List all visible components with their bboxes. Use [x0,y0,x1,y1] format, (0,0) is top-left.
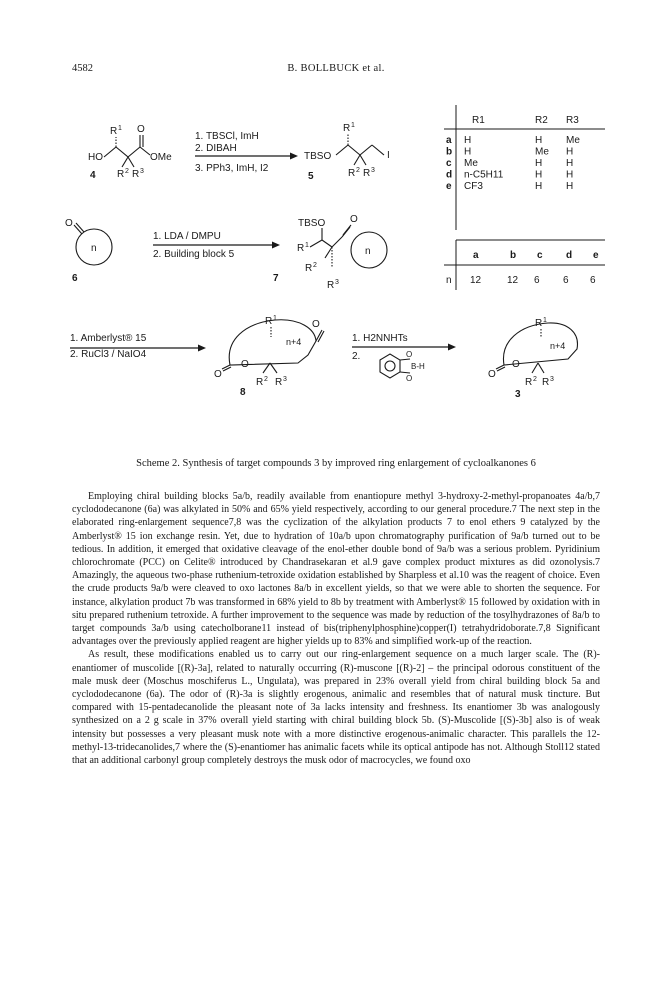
step3-reagent-2: 2. RuCl3 / NaIO4 [70,349,147,360]
svg-text:TBSO: TBSO [304,151,332,162]
svg-text:R: R [542,377,550,388]
svg-text:O: O [137,124,145,135]
svg-text:n: n [91,243,97,254]
table1-row-r2: H [535,158,543,169]
compound-8-structure [222,320,324,373]
running-title: B. BOLLBUCK et al. [287,63,385,74]
table1-header-r2: R2 [535,115,548,126]
scheme-caption: Scheme 2. Synthesis of target compounds 3 by improved ring enlargement of cycloalkanones 6 [136,458,536,469]
svg-text:3: 3 [140,168,144,175]
arrow-step2 [153,242,280,249]
svg-text:R: R [275,377,283,388]
svg-text:B-H: B-H [411,362,425,371]
svg-text:R: R [363,168,371,179]
body-text [72,490,600,767]
step4-reagent-2: 2. [352,351,361,362]
table1-header-r1: R1 [472,115,485,126]
svg-text:n+4: n+4 [550,341,566,351]
table1-row-key: d [446,169,453,181]
table1-row-key: a [446,135,452,146]
table2-header: c [537,250,543,261]
table1-row-key: b [446,146,453,158]
svg-text:R: R [305,263,313,274]
svg-text:O: O [406,374,413,383]
svg-text:1: 1 [273,315,277,322]
svg-text:R: R [265,316,273,327]
svg-text:2: 2 [125,168,129,175]
svg-text:3: 3 [335,279,339,286]
svg-text:O: O [214,369,222,380]
table2-row-label: n [446,275,452,286]
svg-text:I: I [387,150,390,161]
svg-text:R: R [256,377,264,388]
svg-text:R: R [297,243,305,254]
paragraph-2: As result, these modifications enabled us to carry out our ring-enlargement sequence on a much larger scale. The (R)-enantiomer of muscolide [(R)-3a], related to naturally occurring (R)-muscone [(R)-2] – the principal odorous constituent of the male musk deer (Moschus moschiferus L., Ungulata), was prepared in 23% overall yield from chiral building block 5a and cyclododecanone (6a). The odor of (R)-3a is slightly erogenous, animalic and resembles that of natural musk tincture. But compared with 15-pentadecanolide the pleasant note of 3a lacks intensity and freshness. Its enantiomer 3b was analogously synthesized on a 2 g scale in 37% overall yield starting with chiral building block 5b. (S)-Muscolide [(S)-3b] also is of weak intensity but possesses a very pleasant musk note with a more distinctive erogenous-animalic character. This parallels the 12-methyl-13-tridecanolides,7 where the (S)-enantiomer has animalic facets while its optical antipode has not. Although Stoll12 stated that an additional carbonyl group completely destroys the musk odor of macrocycles, we found oxo [72,649,600,767]
compound-label-5: 5 [308,171,314,182]
svg-text:R: R [348,168,356,179]
table2-value: 6 [563,275,569,286]
arrow-step4 [352,344,456,351]
svg-text:R: R [327,280,335,291]
svg-text:n+4: n+4 [286,337,302,347]
table2-header: a [473,250,479,261]
svg-text:2: 2 [313,262,317,269]
svg-text:2: 2 [356,167,360,174]
page-number: 4582 [72,63,93,74]
step2-reagent-2: 2. Building block 5 [153,249,235,260]
step1-reagent-1: 1. TBSCl, ImH [195,131,259,142]
step1-reagent-2: 2. DIBAH [195,143,237,154]
table1-row-key: e [446,181,452,192]
compound-5-structure [336,134,384,165]
svg-text:O: O [512,359,520,370]
svg-text:O: O [241,359,249,370]
table1-row-r2: Me [535,146,549,158]
table2-value: 6 [590,275,596,286]
reaction-scheme [60,105,620,435]
svg-text:3: 3 [550,376,554,383]
table2-header: b [510,250,517,261]
svg-text:TBSO: TBSO [298,218,326,229]
svg-text:R: R [117,169,125,180]
table2-value: 12 [507,275,519,286]
svg-text:R: R [132,169,140,180]
svg-text:1: 1 [351,122,355,129]
svg-text:1: 1 [543,317,547,324]
step3-reagent-1: 1. Amberlyst® 15 [70,333,147,344]
table1-row-r3: H [566,158,574,169]
svg-text:1: 1 [118,125,122,132]
svg-text:HO: HO [88,152,103,163]
table1-row-r1: H [464,135,472,146]
table1-row-r2: H [535,181,543,192]
svg-text:3: 3 [371,167,375,174]
table1-header-r3: R3 [566,115,579,126]
svg-text:R: R [525,377,533,388]
svg-text:O: O [65,218,73,229]
svg-text:OMe: OMe [150,152,172,163]
table1-row-r2: H [535,169,543,181]
table2-value: 12 [470,275,482,286]
step2-reagent-1: 1. LDA / DMPU [153,231,221,242]
step4-reagent-1: 1. H2NNHTs [352,333,408,344]
compound-label-8: 8 [240,387,246,398]
svg-text:R: R [343,123,351,134]
compound-label-7: 7 [273,273,279,284]
paragraph-1: Employing chiral building blocks 5a/b, readily available from enantiopure methyl 3-hydroxy-2-methyl-propanoates 4a/b,7 cyclododecanone (6a) was alkylated in 50% and 65% yield respectively, according to our general procedure.7 The next step in the elaborated ring-enlargement sequence7,8 was the cyclization of the alkylation products 7 to enol ethers 9 catalyzed by the Amberlyst® 15 ion exchange resin. Yet, due to hydration of 10a/b upon chromatography purification of 9a/b turned out to be tedious. In addition, it emerged that oxidative cleavage of the enol-ether double bond of 9a/b was a serious problem. Pyridinium chlorochromate (PCC) on Celite® introduced by Chandrasekaran et al.9 gave complex product mixtures as did ozonolysis.7 Amazingly, the aqueous two-phase ruthenium-tetroxide oxidation established by Sharpless et al.10 was the reagent of choice. Even the crude products 9a/b were cleaved to oxo lactones 8a/b in excellent yields, so that we were able to shorten the sequence. For instance, alkylation product 7b was transformed in 68% yield to 8b by treatment with Amberlyst® 15 followed by oxidation with in situ prepared ruthenium tetroxide. A further improvement to the sequence was made by reduction of the tosylhydrazones of 8a/b to target compounds 3a/b using catecholborane11 instead of bis(triphenylphosphine)copper(I) tetrahydridoborate.7,8 Significant advantages over the previously applied reagent are higher yields up to 83% and simplified work-up of the reaction. [72,491,600,648]
svg-text:O: O [350,214,358,225]
compound-label-6: 6 [72,273,78,284]
svg-text:O: O [488,369,496,380]
compound-label-3: 3 [515,389,521,400]
table2-value: 6 [534,275,540,286]
table1-row-key: c [446,158,452,169]
ring-size-table [444,240,605,290]
table2-header: e [593,250,599,261]
svg-text:1: 1 [305,242,309,249]
table1-row-r3: H [566,146,574,158]
table1-row-r1: CF3 [464,181,483,192]
svg-text:2: 2 [533,376,537,383]
step1-reagent-3: 3. PPh3, ImH, I2 [195,163,269,174]
table1-row-r1: n-C5H11 [464,169,504,181]
svg-text:R: R [110,126,118,137]
table1-row-r3: H [566,181,574,192]
svg-text:R: R [535,318,543,329]
svg-text:n: n [365,246,371,257]
table1-row-r1: H [464,146,472,158]
table2-header: d [566,250,573,261]
table1-row-r3: H [566,169,574,181]
svg-text:3: 3 [283,376,287,383]
compound-4-structure [104,135,150,167]
svg-text:O: O [312,319,320,330]
page-header [0,63,672,77]
svg-text:2: 2 [264,376,268,383]
table1-row-r1: Me [464,158,478,169]
compound-label-4: 4 [90,170,96,181]
compound-7-structure [310,225,387,268]
svg-text:O: O [406,350,413,359]
substituent-table [444,105,605,230]
table1-row-r2: H [535,135,543,146]
table1-row-r3: Me [566,135,580,146]
